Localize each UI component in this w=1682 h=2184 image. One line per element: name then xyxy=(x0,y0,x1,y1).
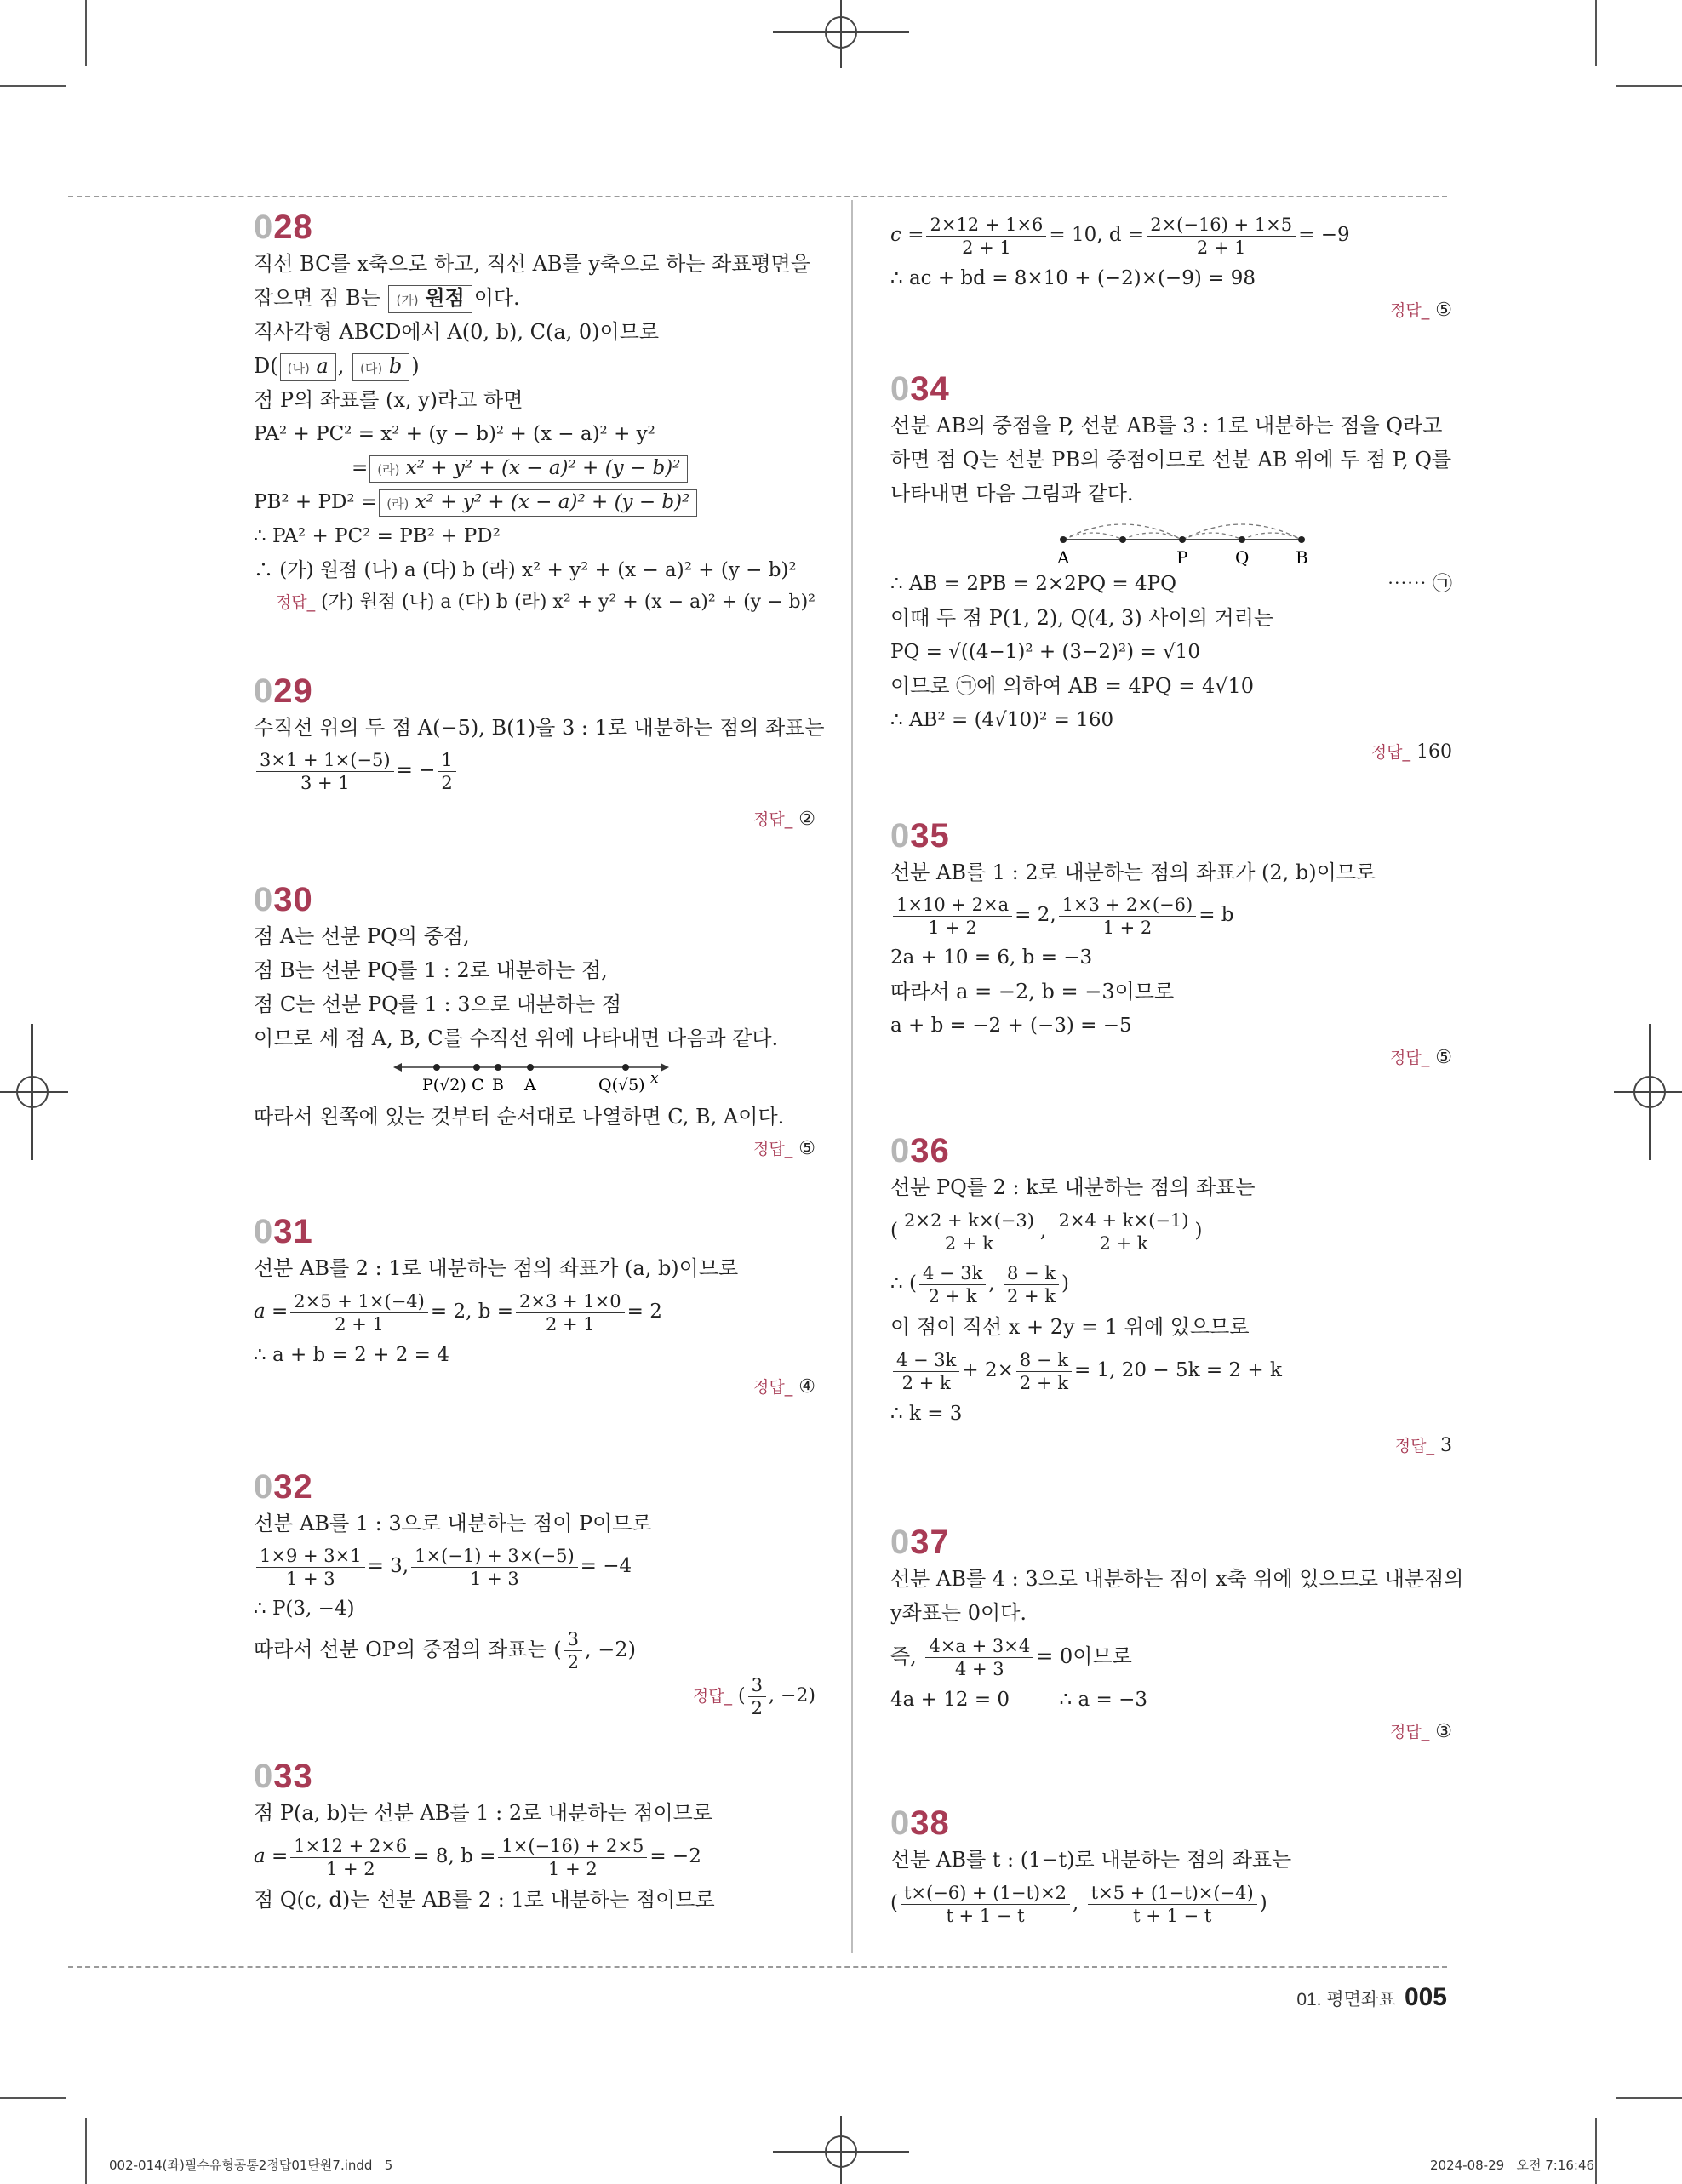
crop-mark xyxy=(1616,2097,1682,2099)
text-line: 이므로 ㉠에 의하여 AB = 4PQ = 4√10 xyxy=(890,674,1255,698)
text-line: 점 P의 좌표를 (x, y)라고 하면 xyxy=(254,388,523,412)
math-line: ∴ (가) 원점 (나) a (다) b (라) x² + y² + (x − a)² + (y − b)² xyxy=(254,559,797,581)
problem-037 xyxy=(890,1524,1464,1804)
text-line: 점 B는 선분 PQ를 1 : 2로 내분하는 점, xyxy=(254,958,608,982)
fraction: $\frac{2\times(-16) + 1\times 5}{2 + 1}$ xyxy=(1147,214,1296,259)
crop-mark xyxy=(0,85,66,87)
blank-box: (다) b xyxy=(352,353,409,381)
problem-number: 036 xyxy=(890,1132,950,1169)
problem-number: 030 xyxy=(254,881,313,918)
math-line: a + b = −2 + (−3) = −5 xyxy=(890,1015,1132,1037)
answer: 정답_ ⑤ xyxy=(753,1138,815,1159)
registration-mark-top xyxy=(773,0,909,68)
fraction: $\frac{4\times a + 3\times 4}{4 + 3}$ xyxy=(925,1635,1033,1680)
text-line: 선분 AB를 t : (1−t)로 내분하는 점의 좌표는 xyxy=(890,1848,1292,1872)
crop-mark xyxy=(1595,2118,1597,2184)
crop-mark xyxy=(85,0,87,66)
text-line: 점 P(a, b)는 선분 AB를 1 : 2로 내분하는 점이므로 xyxy=(254,1801,713,1825)
problem-number: 032 xyxy=(254,1468,313,1506)
answer: 정답_ ② xyxy=(753,809,815,830)
answer: 정답_ 3 xyxy=(1394,1435,1452,1456)
text-line: 선분 AB를 1 : 2로 내분하는 점의 좌표가 (2, b)이므로 xyxy=(890,860,1376,884)
header-rule xyxy=(68,196,1447,197)
fraction: $\frac{1\times 10 + 2\times a}{1 + 2}$ xyxy=(893,894,1012,939)
math-line: PQ = √((4−1)² + (3−2)²) = √10 xyxy=(890,641,1200,663)
text-line: 따라서 선분 OP의 중점의 좌표는 ( $\frac{3}{2}$ , −2) xyxy=(254,1629,636,1672)
text-line: 따라서 a = −2, b = −3이므로 xyxy=(890,980,1175,1003)
problem-number: 037 xyxy=(890,1524,950,1561)
fraction: $\frac{2\times 5 + 1\times(-4)}{2 + 1}$ xyxy=(290,1290,428,1335)
math-line: $\frac{1\times 9 + 3\times 1}{1 + 3}$ = 3, $\frac{1\times(-1) + 3\times(-5)}{1 + 3}$ = −4 xyxy=(254,1541,815,1592)
text-line: 선분 PQ를 2 : k로 내분하는 점의 좌표는 xyxy=(890,1175,1256,1199)
math-line: ∴ ( $\frac{4 - 3k}{2 + k}$ , $\frac{8 - k}{2 + k}$ ) xyxy=(890,1262,1069,1306)
text-line: 점 C는 선분 PQ를 1 : 3으로 내분하는 점 xyxy=(254,992,622,1016)
problem-028 xyxy=(254,209,815,672)
fraction: $\frac{2\times 2 + k\times(-3)}{2 + k}$ xyxy=(901,1209,1038,1255)
text-line: 즉, $\frac{4\times a + 3\times 4}{4 + 3}$ = 0이므로 xyxy=(890,1636,1132,1679)
fraction: $\frac{1\times(-16) + 2\times 5}{1 + 2}$ xyxy=(498,1835,647,1880)
math-line: ( $\frac{2\times 2 + k\times(-3)}{2 + k}$ , $\frac{2\times 4 + k\times(-1)}{2 + k}$ ) xyxy=(890,1209,1203,1254)
problem-number: 029 xyxy=(254,672,313,710)
file-info: 002-014(좌)필수유형공통2정답01단원7.indd 5 xyxy=(109,2158,393,2173)
text-line: y좌표는 0이다. xyxy=(890,1601,1027,1625)
number-line-figure xyxy=(254,1055,815,1096)
fraction: $\frac{4 - 3k}{2 + k}$ xyxy=(919,1262,986,1307)
blank-box: (라) x² + y² + (x − a)² + (y − b)² xyxy=(369,455,688,483)
fraction: $\frac{2\times 12 + 1\times 6}{2 + 1}$ xyxy=(926,214,1046,259)
left-column xyxy=(254,209,825,1917)
chapter-label: 01. 평면좌표 xyxy=(1296,1990,1396,2010)
math-line: ( $\frac{t\times(-6) + (1-t)\times 2}{t + 1 - t}$ , $\frac{t\times 5 + (1-t)\times(-4)}{t + 1 - t}$ ) xyxy=(890,1882,1267,1926)
fraction: $\frac{3}{2}$ xyxy=(748,1674,766,1719)
math-line: ∴ P(3, −4) xyxy=(254,1598,355,1620)
footer-rule xyxy=(68,1966,1447,1968)
label-C: C xyxy=(472,1076,484,1095)
math-line: ∴ a + b = 2 + 2 = 4 xyxy=(254,1344,449,1366)
text-line: 이므로 세 점 A, B, C를 수직선 위에 나타내면 다음과 같다. xyxy=(254,1026,779,1050)
answer: 정답_ ③ xyxy=(1390,1721,1452,1742)
label-Q: Q(√5) xyxy=(598,1076,645,1095)
fraction: $\frac{4 - 3k}{2 + k}$ xyxy=(893,1349,959,1394)
label-A: A xyxy=(1057,547,1070,567)
math-line: c = $\frac{2\times 12 + 1\times 6}{2 + 1}$ = 10, d = $\frac{2\times(-16) + 1\times 5}{2 + 1}$ = −9 xyxy=(890,214,1350,258)
right-column xyxy=(890,209,1464,1930)
answer: 정답_ ④ xyxy=(753,1376,815,1398)
registration-mark-bottom xyxy=(773,2116,909,2184)
math-line: ∴ k = 3 xyxy=(890,1403,963,1425)
math-line: PA² + PC² = x² + (y − b)² + (x − a)² + y² xyxy=(254,423,655,445)
fraction: $\frac{1\times 3 + 2\times(-6)}{1 + 2}$ xyxy=(1059,894,1197,939)
crop-mark xyxy=(1595,0,1597,66)
label-A: A xyxy=(524,1076,536,1095)
text-line: 나타내면 다음 그림과 같다. xyxy=(890,482,1134,506)
registration-mark-right xyxy=(1614,1024,1682,1160)
text-line: 잡으면 점 B는 (가) 원점 이다. xyxy=(254,281,815,315)
problem-number: 035 xyxy=(890,817,950,855)
math-line: = (라) x² + y² + (x − a)² + (y − b)² xyxy=(254,451,815,485)
math-line: ∴ ac + bd = 8×10 + (−2)×(−9) = 98 xyxy=(890,267,1256,289)
problem-number: 028 xyxy=(254,209,313,246)
fraction: $\frac{1\times(-1) + 3\times(-5)}{1 + 3}$ xyxy=(411,1545,578,1590)
problem-038 xyxy=(890,1804,1452,1930)
problem-number: 038 xyxy=(890,1804,950,1842)
registration-mark-left xyxy=(0,1024,68,1160)
blank-box: (가) 원점 xyxy=(388,285,472,313)
text-line: D( (나) a , (다) b ) xyxy=(254,349,815,383)
text-line: 이 점이 직선 x + 2y = 1 위에 있으므로 xyxy=(890,1315,1250,1339)
page-footer xyxy=(1268,1983,1447,2012)
problem-033-continued xyxy=(890,209,1452,370)
problem-036 xyxy=(890,1132,1452,1524)
math-line: a = $\frac{1\times 12 + 2\times 6}{1 + 2}$ = 8, b = $\frac{1\times(-16) + 2\times 5}{1 + 2}$ = −2 xyxy=(254,1835,701,1879)
answer: 정답_ (가) 원점 (나) a (다) b (라) x² + y² + (x − a)² + (y − b)² xyxy=(275,592,815,613)
text-line: 점 Q(c, d)는 선분 AB를 2 : 1로 내분하는 점이므로 xyxy=(254,1888,715,1912)
text-line: 직선 BC를 x축으로 하고, 직선 AB를 y축으로 하는 좌표평면을 xyxy=(254,252,811,276)
crop-mark xyxy=(0,2097,66,2099)
problem-number: 034 xyxy=(890,370,950,408)
problem-033 xyxy=(254,1758,815,1917)
fraction: $\frac{t\times(-6) + (1-t)\times 2}{t + 1 - t}$ xyxy=(901,1882,1070,1927)
fraction: $\frac{1\times 9 + 3\times 1}{1 + 3}$ xyxy=(256,1545,365,1590)
label-B: B xyxy=(1296,547,1308,567)
answer: 정답_ ⑤ xyxy=(1390,300,1452,321)
text-line: 선분 AB를 1 : 3으로 내분하는 점이 P이므로 xyxy=(254,1512,652,1535)
problem-031 xyxy=(254,1213,815,1468)
label-x: x xyxy=(650,1070,659,1087)
text-line: 수직선 위의 두 점 A(−5), B(1)을 3 : 1로 내분하는 점의 좌표는 xyxy=(254,716,825,740)
text-line: 하면 점 Q는 선분 PB의 중점이므로 선분 AB 위에 두 점 P, Q를 xyxy=(890,448,1452,472)
label-P: P(√2) xyxy=(422,1076,466,1095)
problem-032 xyxy=(254,1468,815,1758)
math-line: $\frac{1\times 10 + 2\times a}{1 + 2}$ = 2, $\frac{1\times 3 + 2\times(-6)}{1 + 2}$ = b xyxy=(890,889,1452,940)
text-line: 점 A는 선분 PQ의 중점, xyxy=(254,924,470,948)
label-P: P xyxy=(1176,547,1188,567)
answer: 정답_ ⑤ xyxy=(1390,1047,1452,1068)
column-divider xyxy=(851,200,853,1953)
answer: 정답_ 160 xyxy=(1370,741,1452,763)
fraction: $\frac{8 - k}{2 + k}$ xyxy=(1016,1349,1072,1394)
math-line: ∴ AB² = (4√10)² = 160 xyxy=(890,709,1114,731)
math-line: $\frac{3\times 1 + 1\times(-5)}{3 + 1}$ = − $\frac{1}{2}$ xyxy=(254,745,815,796)
fraction: $\frac{1}{2}$ xyxy=(438,749,455,794)
math-line: $\frac{4 - 3k}{2 + k}$ + 2× $\frac{8 - k}{2 + k}$ = 1, 20 − 5k = 2 + k xyxy=(890,1344,1452,1397)
crop-mark xyxy=(85,2118,87,2184)
math-line: 4a + 12 = 0 ∴ a = −3 xyxy=(890,1689,1147,1711)
text-line: 선분 AB의 중점을 P, 선분 AB를 3 : 1로 내분하는 점을 Q라고 xyxy=(890,414,1443,437)
problem-030 xyxy=(254,881,815,1213)
fraction: $\frac{3\times 1 + 1\times(-5)}{3 + 1}$ xyxy=(256,749,394,794)
fraction: $\frac{t\times 5 + (1-t)\times(-4)}{t + 1 - t}$ xyxy=(1088,1882,1257,1927)
blank-box: (라) x² + y² + (x − a)² + (y − b)² xyxy=(379,489,697,517)
math-line: a = $\frac{2\times 5 + 1\times(-4)}{2 + 1}$ = 2, b = $\frac{2\times 3 + 1\times 0}{2 + 1}$ = 2 xyxy=(254,1290,662,1335)
fraction: $\frac{2\times 3 + 1\times 0}{2 + 1}$ xyxy=(516,1290,625,1335)
fraction: $\frac{2\times 4 + k\times(-1)}{2 + k}$ xyxy=(1056,1209,1193,1255)
print-timestamp: 2024-08-29 오전 7:16:46 xyxy=(1430,2158,1595,2173)
math-line: ∴ AB = 2PB = 2×2PQ = 4PQ ⋯⋯ ㉠ xyxy=(890,573,1452,595)
math-line: PB² + PD² = (라) x² + y² + (x − a)² + (y − b)² xyxy=(254,485,815,519)
text-line: 따라서 왼쪽에 있는 것부터 순서대로 나열하면 C, B, A이다. xyxy=(254,1105,785,1129)
problem-number: 031 xyxy=(254,1213,313,1250)
label-B: B xyxy=(492,1076,504,1095)
problem-number: 033 xyxy=(254,1758,313,1795)
problem-035 xyxy=(890,817,1452,1132)
answer: 정답_ ( $\frac{3}{2}$ , −2) xyxy=(692,1674,815,1718)
fraction: $\frac{8 - k}{2 + k}$ xyxy=(1004,1262,1059,1307)
fraction: $\frac{3}{2}$ xyxy=(564,1628,582,1673)
text-line: 선분 AB를 2 : 1로 내분하는 점의 좌표가 (a, b)이므로 xyxy=(254,1256,739,1280)
text-line: 직사각형 ABCD에서 A(0, b), C(a, 0)이므로 xyxy=(254,320,660,344)
page-number: 005 xyxy=(1404,1983,1447,2011)
fraction: $\frac{1\times 12 + 2\times 6}{1 + 2}$ xyxy=(290,1835,410,1880)
segment-figure xyxy=(890,511,1452,567)
blank-box: (나) a xyxy=(280,353,336,381)
problem-034 xyxy=(890,370,1452,817)
crop-mark xyxy=(1616,85,1682,87)
label-Q: Q xyxy=(1235,547,1250,567)
math-line: ∴ PA² + PC² = PB² + PD² xyxy=(254,525,501,547)
problem-029 xyxy=(254,672,825,881)
text-line: 이때 두 점 P(1, 2), Q(4, 3) 사이의 거리는 xyxy=(890,606,1274,630)
text-line: 선분 AB를 4 : 3으로 내분하는 점이 x축 위에 있으므로 내분점의 xyxy=(890,1567,1464,1591)
math-line: 2a + 10 = 6, b = −3 xyxy=(890,946,1093,969)
